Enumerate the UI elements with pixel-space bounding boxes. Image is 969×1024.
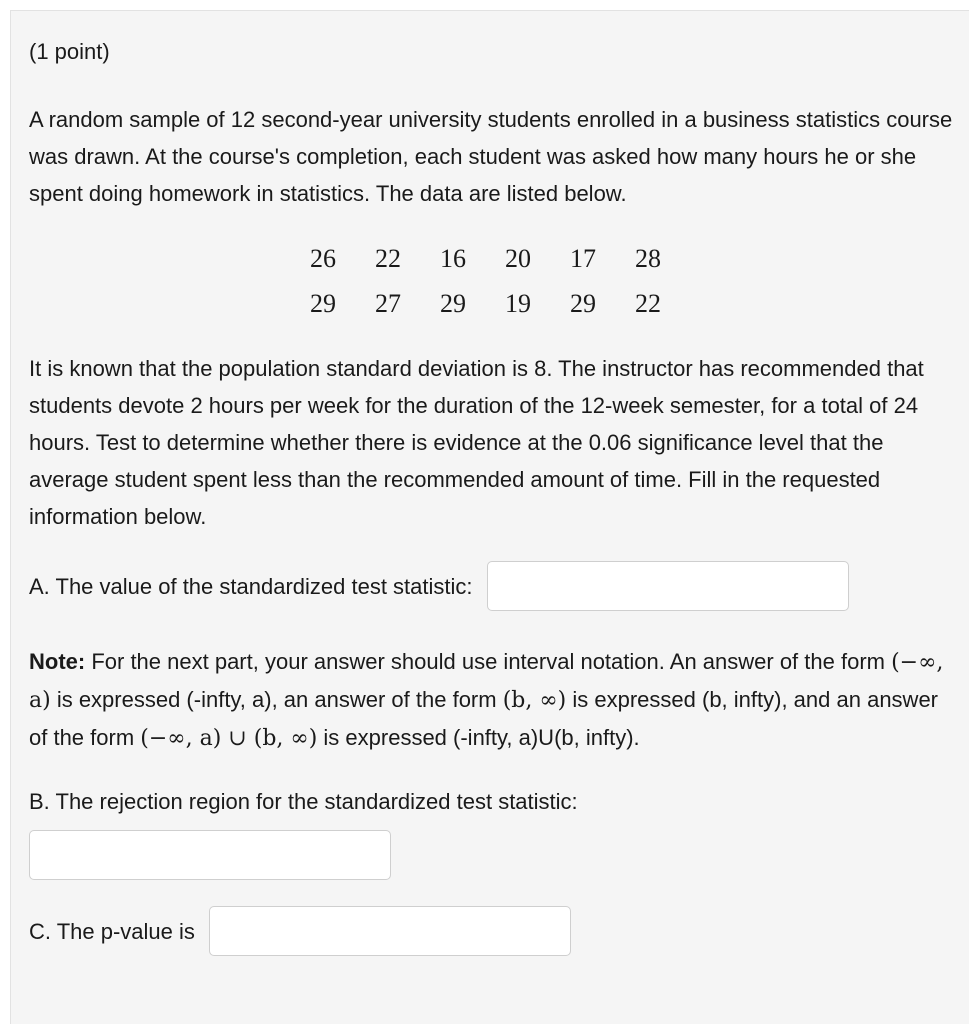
data-cell: 26	[310, 244, 336, 273]
note-text: is expressed (-infty, a)U(b, infty).	[317, 725, 640, 750]
part-a-label: A. The value of the standardized test statistic:	[29, 573, 473, 599]
note-math-interval: (b, ∞)	[502, 688, 567, 713]
data-cell: 29	[570, 289, 596, 318]
data-table	[310, 236, 675, 326]
data-cell: 19	[505, 289, 531, 318]
data-row	[310, 236, 675, 281]
data-cell: 29	[440, 289, 466, 318]
data-cell: 16	[440, 244, 466, 273]
note-bold-label: Note:	[29, 649, 86, 674]
note-math-interval: (−∞, a)	[29, 650, 944, 713]
problem-content	[29, 33, 954, 956]
interval-notation-note	[29, 643, 954, 757]
test-statistic-input[interactable]	[487, 561, 849, 611]
part-b-label: B. The rejection region for the standardized test statistic:	[29, 789, 578, 814]
data-cell: 28	[635, 244, 661, 273]
problem-panel	[10, 10, 969, 1024]
note-text: is expressed (-infty, a), an answer of the form	[50, 687, 503, 712]
rejection-region-input[interactable]	[29, 830, 391, 880]
note-text: For the next part, your answer should use interval notation. An answer of the form	[85, 649, 892, 674]
data-cell: 29	[310, 289, 336, 318]
data-cell: 27	[375, 289, 401, 318]
note-math-interval: (−∞, a) ∪ (b, ∞)	[140, 726, 318, 751]
data-row	[310, 281, 675, 326]
part-b-row	[29, 783, 954, 880]
data-cell: 22	[375, 244, 401, 273]
data-cell: 22	[635, 289, 661, 318]
part-a-row	[29, 561, 954, 611]
data-cell: 17	[570, 244, 596, 273]
note-text: is expressed (b, infty), and an answer of the form	[29, 687, 938, 750]
problem-intro: A random sample of 12 second-year university students enrolled in a business statistics course was drawn. At the course's completion, each student was asked how many hours he or she spent doing homework in statistics. The data are listed below.	[29, 107, 953, 206]
p-value-input[interactable]	[209, 906, 571, 956]
points-label: (1 point)	[29, 39, 110, 64]
data-cell: 20	[505, 244, 531, 273]
problem-question: It is known that the population standard deviation is 8. The instructor has recommended that students devote 2 hours per week for the duration of the 12-week semester, for a total of 24 hours. Test to determine whether there is evidence at the 0.06 significance level that the average student spent less than the recommended amount of time. Fill in the requested information below.	[29, 356, 924, 529]
part-c-row	[29, 906, 954, 956]
part-c-label: C. The p-value is	[29, 918, 195, 944]
